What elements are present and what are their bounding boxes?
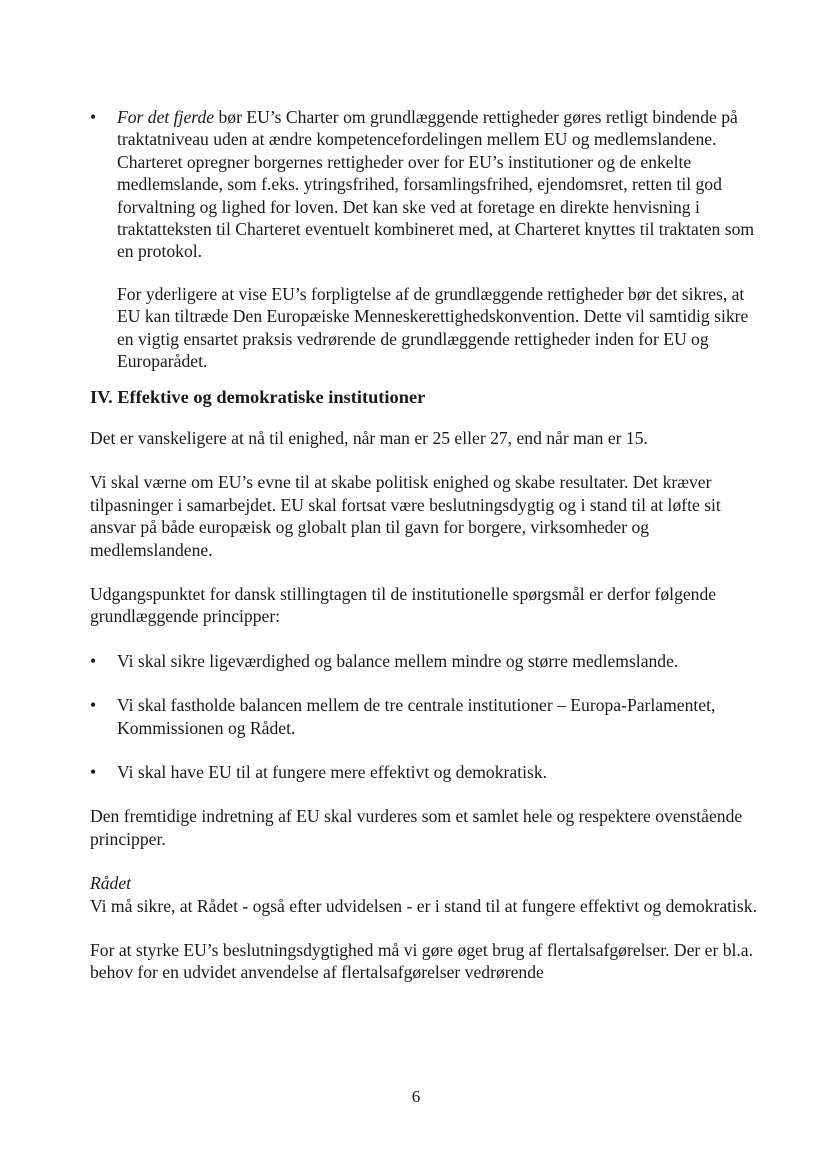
subheading-raadet-text: Rådet — [90, 873, 132, 894]
principle-item: • Vi skal sikre ligeværdighed og balance mellem mindre og større medlemslande. — [90, 650, 762, 672]
subheading-raadet — [90, 872, 762, 894]
para-fjerde-lead: For det fjerde — [117, 107, 215, 127]
para-raadet: Vi må sikre, at Rådet - også efter udvidelsen - er i stand til at fungere effektivt og demokratisk. — [90, 895, 757, 916]
section-heading: IV. Effektive og demokratiske institutioner — [90, 387, 426, 408]
para-udgangspunkt: Udgangspunktet for dansk stillingtagen til de institutionelle spørgsmål er derfor følgende grundlæggende principper: — [90, 583, 717, 627]
para-yderligere: For yderligere at vise EU’s forpligtelse af de grundlæggende rettigheder bør det sikres, at EU kan tiltræde Den Europæiske Menneskerettighedskonvention. Dette vil samtidig sikre en vigtig ensartet praksis vedrørende de grundlæggende rettigheder inden for EU og Europarådet. — [117, 283, 749, 372]
principle-item: • Vi skal have EU til at fungere mere effektivt og demokratisk. — [90, 761, 762, 783]
bullet-para-fjerde — [90, 106, 762, 263]
para-indretning: Den fremtidige indretning af EU skal vurderes som et samlet hele og respektere ovenstående principper. — [90, 806, 743, 849]
page-number: 6 — [411, 1087, 421, 1106]
para-evne: Vi skal værne om EU’s evne til at skabe politisk enighed og skabe resultater. Det kræver tilpasninger i samarbejdet. EU skal fortsat være beslutningsdygtig og i stand til at løfte sit ansvar på både europæisk og globalt plan til gavn for borgere, virksomheder og medlemslandene. — [90, 472, 721, 560]
para-fjerde-text: bør EU’s Charter om grundlæggende rettigheder gøres retligt bindende på traktatniveau uden at ændre kompetencefordelingen mellem EU og medlemslandene. Charteret opregner borgernes rettigheder over for EU’s institutioner og de enkelte medlemslande, som f.eks. ytringsfrihed, forsamlingsfrihed, ejendomsret, retten til god forvaltning og lighed for loven. Det kan ske ved at foretage en direkte henvisning i traktatteksten til Charteret eventuelt kombineret med, at Charteret knyttes til traktaten som en protokol. — [117, 107, 755, 262]
principle-item: • Vi skal fastholde balancen mellem de tre centrale institutioner – Europa-Parlamentet, Kommissionen og Rådet. — [90, 694, 762, 739]
para-flertal: For at styrke EU’s beslutningsdygtighed må vi gøre øget brug af flertalsafgørelser. Der er bl.a. behov for en udvidet anvendelse af flertalsafgørelser vedrørende — [90, 939, 754, 983]
para-enighed: Det er vanskeligere at nå til enighed, når man er 25 eller 27, end når man er 15. — [90, 427, 648, 448]
page-body — [90, 106, 762, 984]
